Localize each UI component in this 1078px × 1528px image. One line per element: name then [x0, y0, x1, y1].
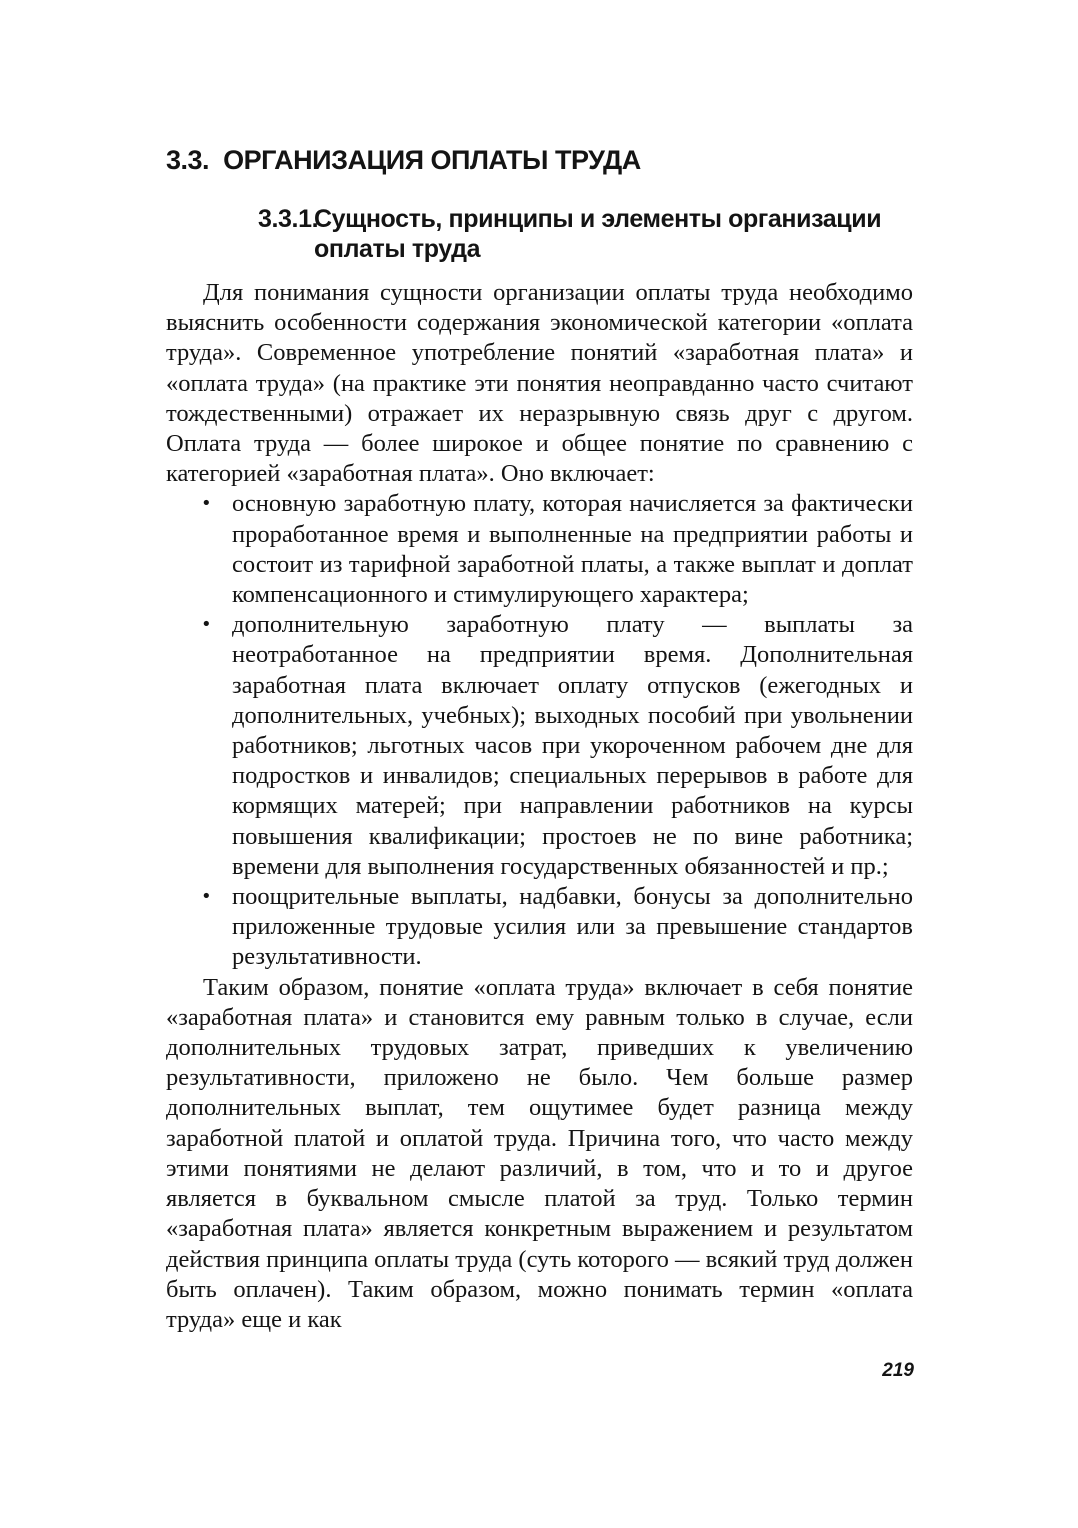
components-list — [166, 489, 913, 972]
subsection-title-line1: Сущность, принципы и элементы организации — [314, 205, 882, 233]
bullet-icon: • — [201, 493, 212, 515]
list-item-text: основную заработную плату, которая начисляется за фактически проработанное время и выполненные на предприятии работы и состоит из тарифной заработной платы, а также выплат и доплат компенсационного и стимулирующего характера; — [232, 490, 913, 609]
subsection-title-line2: оплаты труда — [314, 235, 481, 263]
body-text — [166, 278, 913, 1335]
conclusion-paragraph: Таким образом, понятие «оплата труда» включает в себя понятие «заработная плата» и становится ему равным только в случае, если дополнительных трудовых затрат, приведших к увеличению результативности, приложено не было. Чем больше размер дополнительных выплат, тем ощутимее будет разница между заработной платой и оплатой труда. Причина того, что часто между этими понятиями не делают различий, в том, что и то и другое является в буквальном смысле платой за труд. Только термин «заработная плата» является конкретным выражением и результатом действия принципа оплаты труда (суть которого — всякий труд должен быть оплачен). Таким образом, можно понимать термин «оплата труда» еще и как — [166, 973, 913, 1333]
section-heading — [166, 145, 641, 176]
page-number: 219 — [882, 1360, 914, 1381]
intro-paragraph: Для понимания сущности организации оплаты труда необходимо выяснить особенности содержания экономической категории «оплата труда». Современное употребление понятий «заработная плата» и «оплата труда» (на практике эти понятия неоправданно часто считают тождественными) отражает их неразрывную связь друг с другом. Оплата труда — более широкое и общее понятие по сравнению с категорией «заработная плата». Оно включает: — [166, 279, 913, 488]
list-item-text: поощрительные выплаты, надбавки, бонусы за дополнительно приложенные трудовые усилия или за превышение стандартов результативности. — [232, 883, 913, 971]
section-number: 3.3. — [166, 145, 210, 175]
list-item-text: дополнительную заработную плату — выплаты за неотработанное на предприятии время. Дополнительная заработная плата включает оплату отпусков (ежегодных и дополнительных, учебных); выходных пособий при увольнении работников; льготных часов при укороченном рабочем дне для подростков и инвалидов; специальных перерывов в работе для кормящих матерей; при направлении работников на курсы повышения квалификации; простоев не по вине работника; времени для выполнения государственных обязанностей и пр.; — [232, 611, 913, 880]
subsection-number: 3.3.1. — [258, 205, 319, 233]
bullet-icon: • — [201, 886, 212, 908]
section-title: ОРГАНИЗАЦИЯ ОПЛАТЫ ТРУДА — [223, 145, 641, 175]
list-item — [166, 489, 913, 610]
list-item — [166, 610, 913, 882]
list-item — [166, 882, 913, 973]
subsection-heading — [258, 204, 881, 264]
bullet-icon: • — [201, 614, 212, 636]
